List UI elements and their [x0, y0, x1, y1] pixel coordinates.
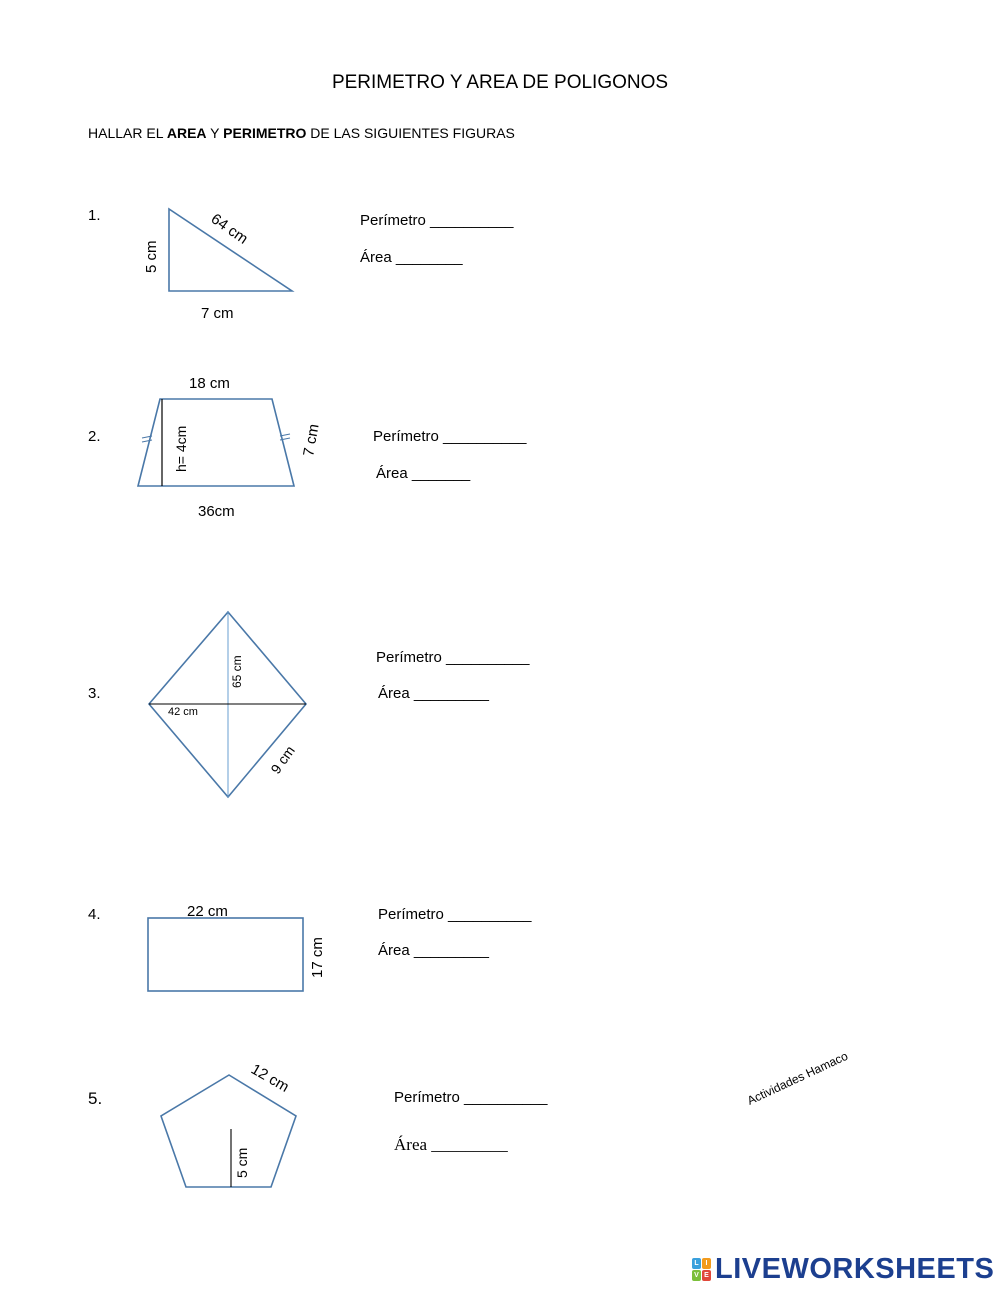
- problem-1-number: 1.: [88, 207, 101, 224]
- rectangle-shape: [148, 918, 303, 991]
- logo-mark-i: I: [702, 1258, 711, 1269]
- figure-1-triangle: [143, 209, 292, 322]
- instruction-mid: Y: [206, 125, 224, 141]
- problem-5-number: 5.: [88, 1089, 103, 1108]
- trapezoid-top-label: 18 cm: [189, 375, 230, 392]
- rhombus-d1-label: 65 cm: [230, 655, 244, 688]
- problem-2-area-field[interactable]: Área _______: [376, 465, 471, 482]
- pentagon-apothem-label: 5 cm: [234, 1147, 250, 1178]
- problem-3-number: 3.: [88, 685, 101, 702]
- rhombus-side-label: 9 cm: [267, 742, 298, 777]
- pentagon-shape: [161, 1075, 296, 1187]
- logo-mark-e: E: [702, 1270, 711, 1281]
- problem-2-perimetro-field[interactable]: Perímetro __________: [373, 428, 527, 445]
- logo-mark-icon: [692, 1258, 711, 1281]
- figure-2-trapezoid: [138, 375, 323, 520]
- problem-4-number: 4.: [88, 906, 101, 923]
- instruction-post: DE LAS SIGUIENTES FIGURAS: [306, 125, 515, 141]
- problem-3-perimetro-field[interactable]: Perímetro __________: [376, 649, 530, 666]
- instruction-pre: HALLAR EL: [88, 125, 167, 141]
- triangle-side-label: 5 cm: [143, 240, 160, 273]
- problem-4-perimetro-field[interactable]: Perímetro __________: [378, 906, 532, 923]
- watermark-text: Actividades Hamaco: [745, 1048, 851, 1108]
- instruction-bold-area: AREA: [166, 125, 207, 141]
- page-title: PERIMETRO Y AREA DE POLIGONOS: [331, 72, 669, 93]
- trapezoid-side-label: 7 cm: [300, 422, 323, 458]
- problem-5-area-field[interactable]: Área _________: [394, 1135, 508, 1154]
- problem-5-perimetro-field[interactable]: Perímetro __________: [394, 1089, 548, 1106]
- logo-mark-l: L: [692, 1258, 701, 1269]
- problem-2-number: 2.: [88, 428, 101, 445]
- trapezoid-height-label: h= 4cm: [173, 425, 189, 472]
- tick-mark-left-2: [142, 440, 152, 442]
- problem-1-perimetro-field[interactable]: Perímetro __________: [360, 212, 514, 229]
- problem-4-area-field[interactable]: Área _________: [378, 942, 489, 959]
- problem-3-area-field[interactable]: Área _________: [378, 685, 489, 702]
- rectangle-width-label: 22 cm: [187, 903, 228, 920]
- logo-mark-v: V: [692, 1270, 701, 1281]
- figure-3-rhombus: [149, 612, 306, 797]
- figure-5-pentagon: [161, 1061, 296, 1187]
- liveworksheets-logo[interactable]: [692, 1252, 994, 1286]
- logo-text: LIVEWORKSHEETS: [715, 1252, 995, 1285]
- rhombus-d2-label: 42 cm: [168, 706, 198, 718]
- pentagon-side-label: 12 cm: [248, 1060, 292, 1096]
- triangle-hyp-label: 64 cm: [207, 210, 251, 248]
- rectangle-height-label: 17 cm: [309, 937, 326, 978]
- trapezoid-base-label: 36cm: [198, 503, 235, 520]
- triangle-base-label: 7 cm: [201, 305, 234, 322]
- problem-1-area-field[interactable]: Área ________: [360, 249, 463, 266]
- figure-4-rectangle: [148, 903, 326, 991]
- instruction-bold-perimetro: PERIMETRO: [223, 125, 307, 141]
